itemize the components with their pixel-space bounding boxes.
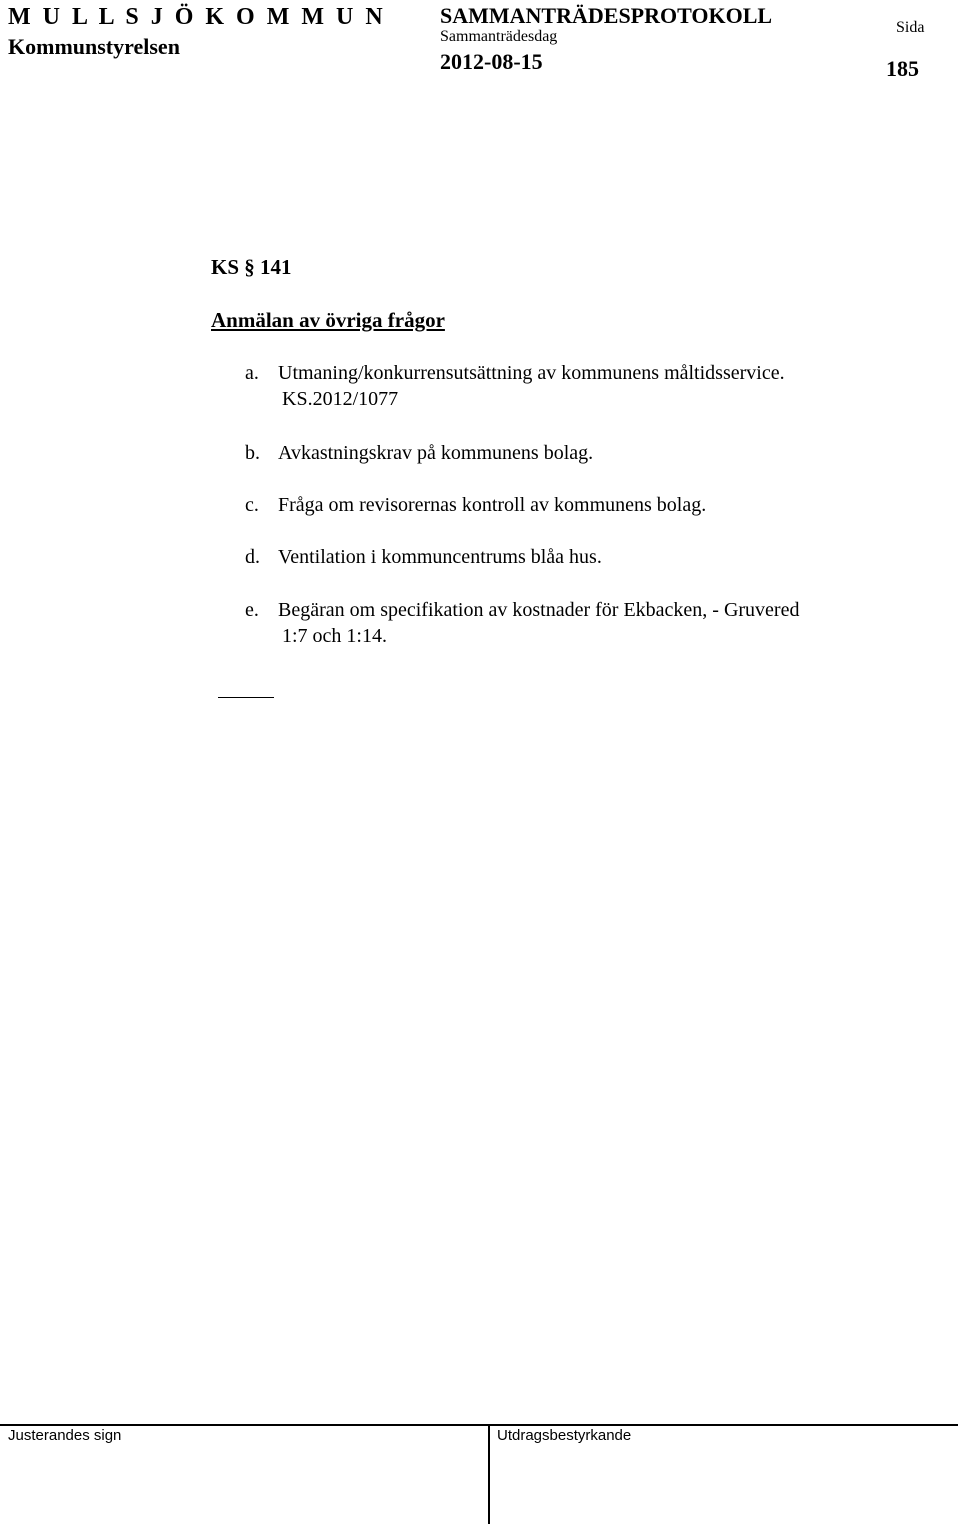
list-item-letter: b. xyxy=(245,442,260,464)
extract-certification-label: Utdragsbestyrkande xyxy=(497,1427,632,1444)
list-item-letter: c. xyxy=(245,494,259,516)
list-item-text: Begäran om specifikation av kostnader för Ekbacken, - Gruvered xyxy=(278,599,800,621)
list-item-letter: a. xyxy=(245,362,259,384)
page-label: Sida xyxy=(896,19,925,36)
list-item-text: Utmaning/konkurrensutsättning av kommunens måltidsservice. xyxy=(278,362,785,384)
page-number: 185 xyxy=(886,56,919,81)
list-item-text: Ventilation i kommuncentrums blåa hus. xyxy=(278,546,602,568)
meeting-date-label: Sammanträdesdag xyxy=(440,28,558,45)
list-item xyxy=(245,544,602,570)
list-item-continuation: KS.2012/1077 xyxy=(282,388,399,410)
meeting-date: 2012-08-15 xyxy=(440,49,543,74)
footer-rule xyxy=(0,1424,958,1426)
list-item-letter: e. xyxy=(245,599,259,621)
section-end-rule xyxy=(218,697,274,698)
municipality-name: M U L L S J Ö K O M M U N xyxy=(8,4,386,30)
list-item-text: Fråga om revisorernas kontroll av kommunens bolag. xyxy=(278,494,707,516)
adjuster-signature-label: Justerandes sign xyxy=(8,1427,122,1444)
list-item xyxy=(245,440,593,466)
footer-divider xyxy=(488,1424,490,1524)
section-reference: KS § 141 xyxy=(211,255,292,279)
document-type: SAMMANTRÄDESPROTOKOLL xyxy=(440,3,773,28)
list-item xyxy=(245,360,785,412)
list-item-letter: d. xyxy=(245,546,260,568)
list-item-continuation: 1:7 och 1:14. xyxy=(282,625,387,647)
list-item xyxy=(245,492,706,518)
board-name: Kommunstyrelsen xyxy=(8,34,180,59)
list-item xyxy=(245,597,799,649)
section-title: Anmälan av övriga frågor xyxy=(211,308,445,332)
list-item-text: Avkastningskrav på kommunens bolag. xyxy=(278,442,594,464)
